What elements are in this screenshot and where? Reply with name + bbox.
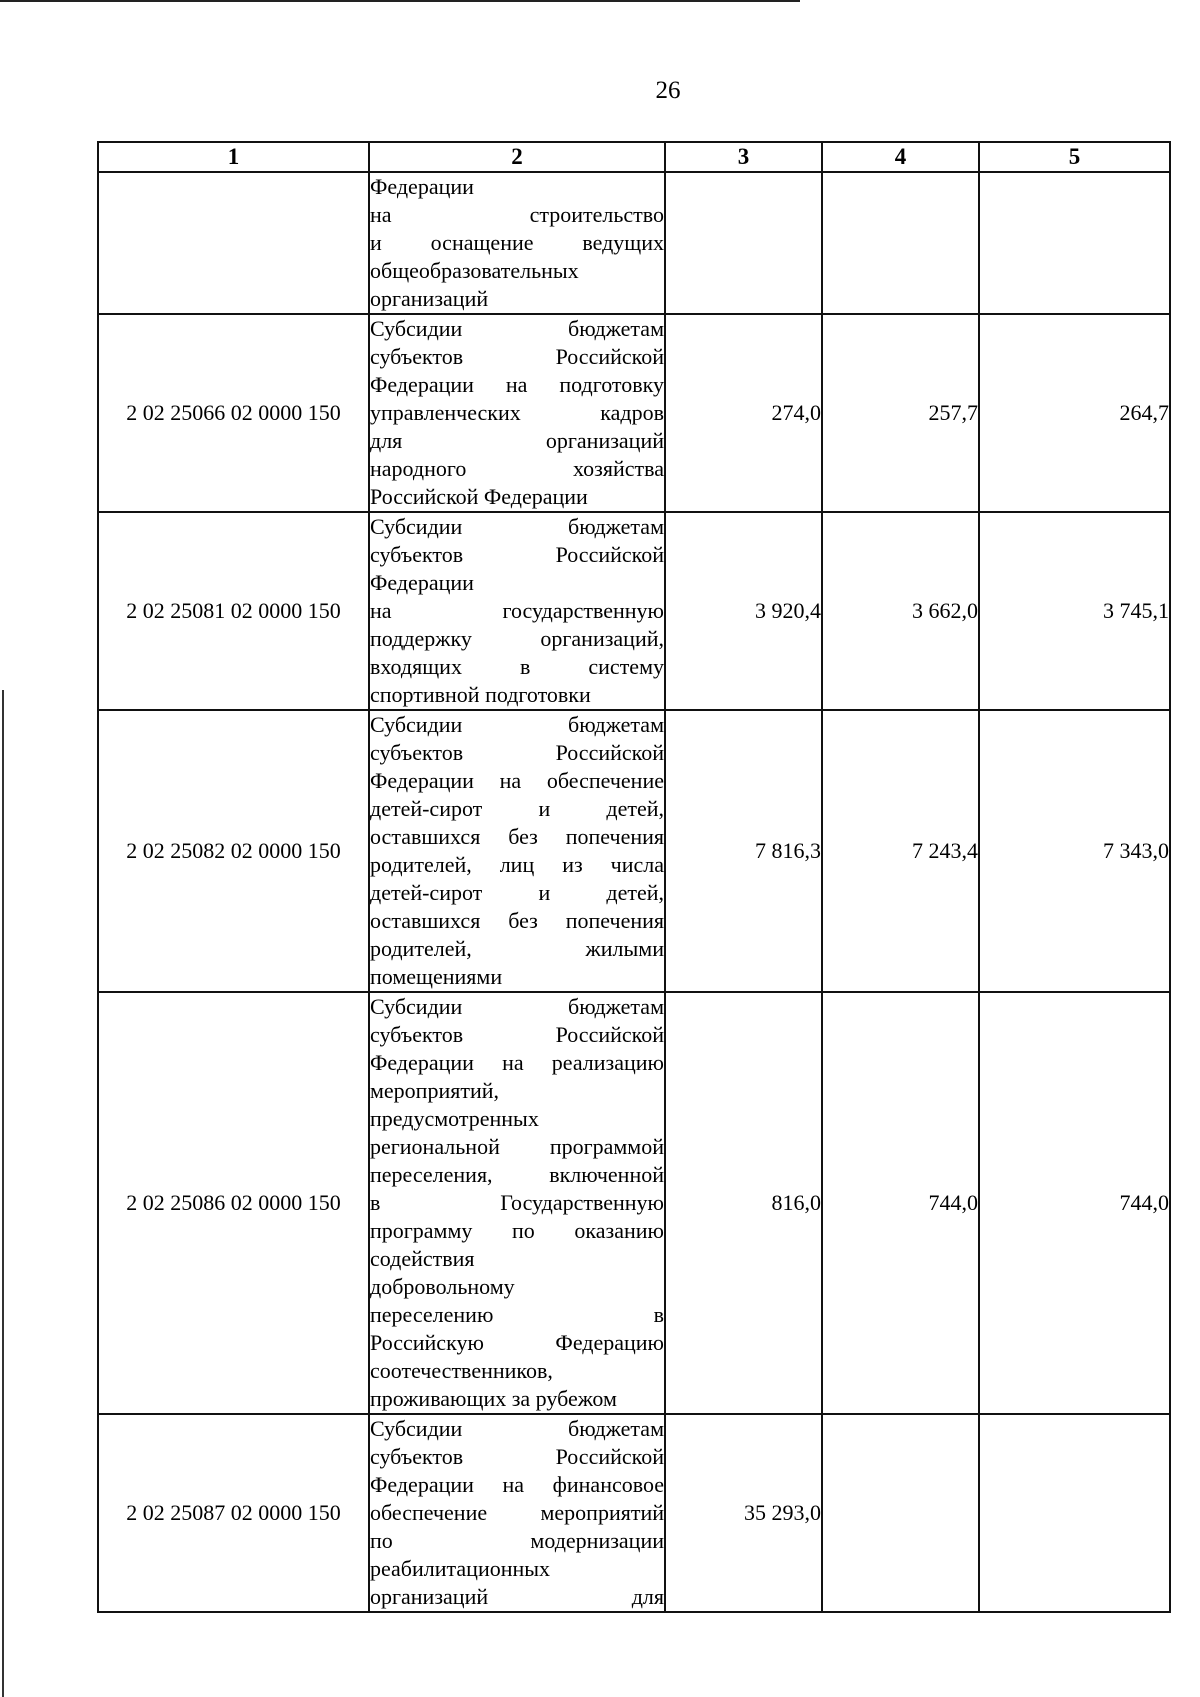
amount-column-5: [979, 1414, 1170, 1612]
table-row: [98, 992, 1170, 1414]
description-line: Субсидии бюджетам: [370, 1416, 664, 1441]
table-body: [98, 142, 1170, 1612]
amount-column-5: 3 745,1: [979, 512, 1170, 710]
amount-column-4: 257,7: [822, 314, 979, 512]
description-line: на государственную: [370, 598, 664, 623]
description-line: субъектов Российской: [370, 344, 664, 369]
description-line: региональной программой: [370, 1134, 664, 1159]
description-line: мероприятий,: [370, 1078, 500, 1103]
description-line: обеспечение мероприятий: [370, 1500, 664, 1525]
column-number-4: 4: [822, 142, 979, 172]
table-row: [98, 1414, 1170, 1612]
description-line: добровольному: [370, 1274, 515, 1299]
description-line: Российскую Федерацию: [370, 1330, 664, 1355]
column-number-5: 5: [979, 142, 1170, 172]
description-line: субъектов Российской: [370, 1022, 664, 1047]
classification-code: 2 02 25086 02 0000 150: [98, 992, 369, 1414]
description-line: Федерации на обеспечение: [370, 768, 664, 793]
description-line: оставшихся без попечения: [370, 824, 664, 849]
top-scan-rule: [0, 0, 800, 2]
description-line: субъектов Российской: [370, 1444, 664, 1469]
description-line: входящих в систему: [370, 654, 664, 679]
amount-column-4: [822, 1414, 979, 1612]
description-line: на строительство: [370, 202, 664, 227]
amount-column-3: 816,0: [665, 992, 822, 1414]
classification-code: 2 02 25066 02 0000 150: [98, 314, 369, 512]
description-line: Субсидии бюджетам: [370, 994, 664, 1019]
description-line: Федерации на финансовое: [370, 1472, 664, 1497]
column-number-2: 2: [369, 142, 665, 172]
description-line: и оснащение ведущих: [370, 230, 664, 255]
classification-code: 2 02 25082 02 0000 150: [98, 710, 369, 992]
income-description: [369, 1414, 665, 1612]
amount-column-4: 744,0: [822, 992, 979, 1414]
description-line: Федерации на подготовку: [370, 372, 664, 397]
page-number: 26: [655, 77, 681, 104]
description-line: детей-сирот и детей,: [370, 796, 664, 821]
table-row: [98, 172, 1170, 314]
table-row: [98, 314, 1170, 512]
description-line: Субсидии бюджетам: [370, 514, 664, 539]
amount-column-4: 3 662,0: [822, 512, 979, 710]
description-line: Субсидии бюджетам: [370, 712, 664, 737]
description-line: детей-сирот и детей,: [370, 880, 664, 905]
column-number-1: 1: [98, 142, 369, 172]
description-line: предусмотренных: [370, 1106, 539, 1131]
amount-column-5: 7 343,0: [979, 710, 1170, 992]
description-line: организаций для: [370, 1584, 664, 1609]
description-line: помещениями: [370, 964, 503, 989]
description-line: родителей, жилыми: [370, 936, 664, 961]
description-line: поддержку организаций,: [370, 626, 664, 651]
description-line: Российской Федерации: [370, 484, 588, 509]
amount-column-4: 7 243,4: [822, 710, 979, 992]
classification-code: [98, 172, 369, 314]
income-description: [369, 512, 665, 710]
amount-column-5: [979, 172, 1170, 314]
description-line: реабилитационных: [370, 1556, 551, 1581]
amount-column-3: 7 816,3: [665, 710, 822, 992]
classification-code: 2 02 25081 02 0000 150: [98, 512, 369, 710]
income-description: [369, 710, 665, 992]
description-line: субъектов Российской: [370, 740, 664, 765]
description-line: для организаций: [370, 428, 664, 453]
amount-column-3: 274,0: [665, 314, 822, 512]
description-line: Субсидии бюджетам: [370, 316, 664, 341]
description-line: переселению в: [370, 1302, 664, 1327]
amount-column-5: 264,7: [979, 314, 1170, 512]
description-line: по модернизации: [370, 1528, 664, 1553]
description-line: содействия: [370, 1246, 475, 1271]
income-description: [369, 314, 665, 512]
column-number-row: [98, 142, 1170, 172]
description-line: спортивной подготовки: [370, 682, 591, 707]
left-scan-rule: [2, 690, 4, 1697]
income-description: [369, 992, 665, 1414]
table-row: [98, 710, 1170, 992]
column-number-3: 3: [665, 142, 822, 172]
income-description: [369, 172, 665, 314]
table-row: [98, 512, 1170, 710]
description-line: организаций: [370, 286, 489, 311]
description-line: Федерации: [370, 570, 474, 595]
description-line: управленческих кадров: [370, 400, 664, 425]
description-line: переселения, включенной: [370, 1162, 664, 1187]
amount-column-3: [665, 172, 822, 314]
classification-code: 2 02 25087 02 0000 150: [98, 1414, 369, 1612]
amount-column-5: 744,0: [979, 992, 1170, 1414]
description-line: программу по оказанию: [370, 1218, 664, 1243]
description-line: Федерации: [370, 174, 474, 199]
description-line: народного хозяйства: [370, 456, 664, 481]
description-line: Федерации на реализацию: [370, 1050, 664, 1075]
description-line: проживающих за рубежом: [370, 1386, 617, 1411]
amount-column-4: [822, 172, 979, 314]
description-line: оставшихся без попечения: [370, 908, 664, 933]
description-line: субъектов Российской: [370, 542, 664, 567]
budget-table: [97, 141, 1171, 1613]
description-line: родителей, лиц из числа: [370, 852, 664, 877]
description-line: в Государственную: [370, 1190, 664, 1215]
description-line: общеобразовательных: [370, 258, 579, 283]
description-line: соотечественников,: [370, 1358, 553, 1383]
amount-column-3: 3 920,4: [665, 512, 822, 710]
amount-column-3: 35 293,0: [665, 1414, 822, 1612]
